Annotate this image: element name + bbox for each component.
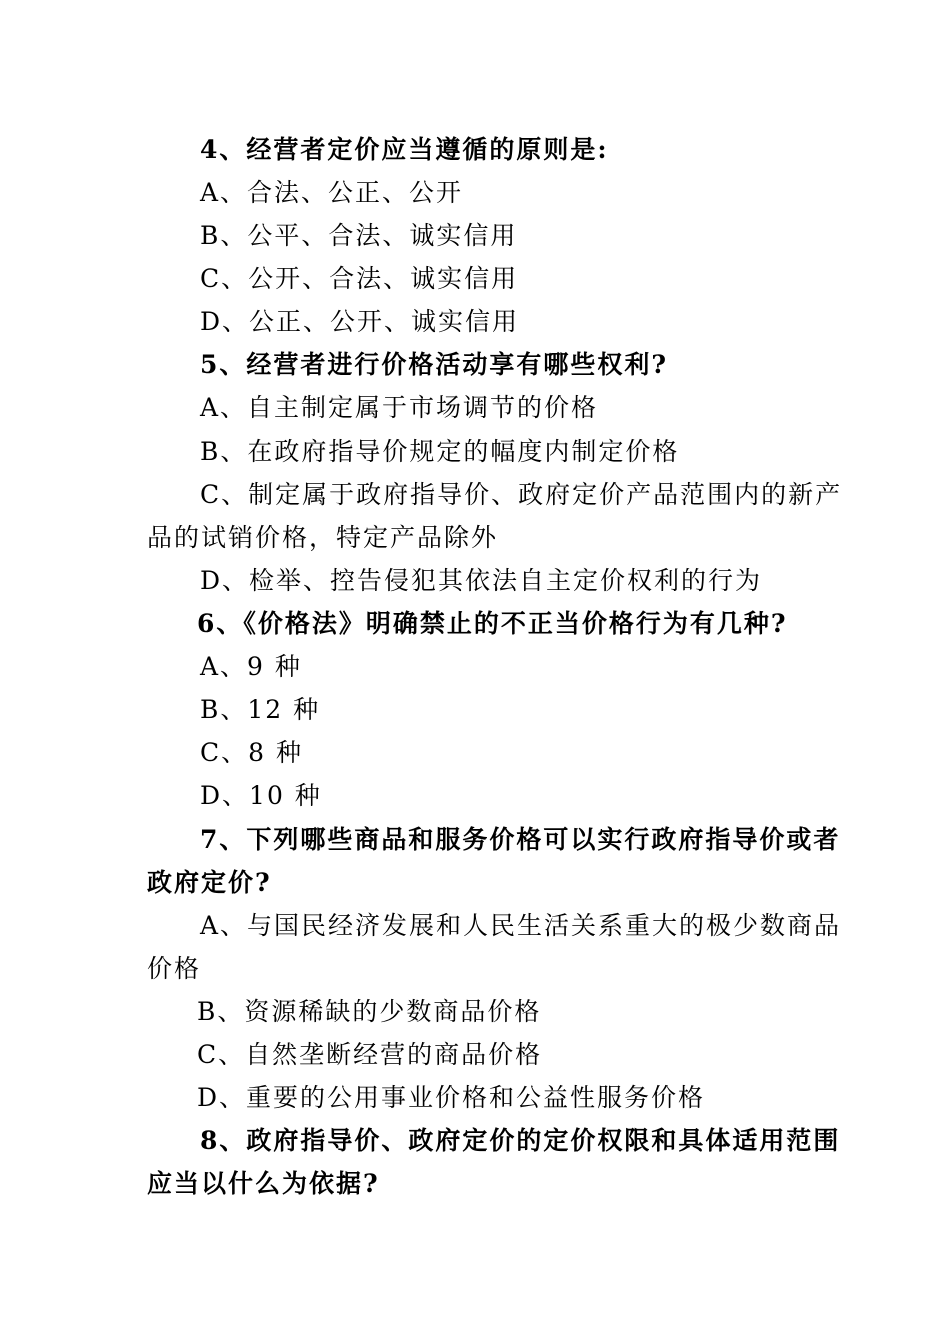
- question-8-title-line-2: 应当以什么为依据?: [147, 1169, 380, 1198]
- question-4-option-a: A、合法、公正、公开: [200, 178, 464, 207]
- question-7-option-a-line-1: A、与国民经济发展和人民生活关系重大的极少数商品: [200, 911, 842, 940]
- question-7-option-d: D、重要的公用事业价格和公益性服务价格: [197, 1083, 706, 1112]
- question-5-option-d: D、检举、控告侵犯其依法自主定价权利的行为: [200, 566, 763, 595]
- question-7-title-line-1: 7、下列哪些商品和服务价格可以实行政府指导价或者: [200, 825, 841, 854]
- question-6-title: 6、《价格法》明确禁止的不正当价格行为有几种?: [197, 609, 788, 638]
- question-4-option-d: D、公正、公开、诚实信用: [200, 307, 520, 336]
- question-7-option-a-line-2: 价格: [147, 954, 202, 983]
- question-7-title-line-2: 政府定价?: [147, 868, 272, 897]
- question-6-option-d: D、10 种: [200, 781, 322, 810]
- question-8-title-line-1: 8、政府指导价、政府定价的定价权限和具体适用范围: [200, 1126, 841, 1155]
- question-5-title: 5、经营者进行价格活动享有哪些权利?: [200, 350, 669, 379]
- question-7-option-c: C、自然垄断经营的商品价格: [197, 1040, 543, 1069]
- question-7-option-b: B、资源稀缺的少数商品价格: [197, 997, 542, 1026]
- question-4-option-c: C、公开、合法、诚实信用: [200, 264, 519, 293]
- question-5-option-c-line-2: 品的试销价格，特定产品除外: [147, 523, 499, 552]
- question-4-option-b: B、公平、合法、诚实信用: [200, 221, 518, 250]
- question-6-option-c: C、8 种: [200, 738, 303, 767]
- question-6-option-a: A、9 种: [200, 652, 302, 681]
- question-6-option-b: B、12 种: [200, 695, 321, 724]
- question-4-title: 4、经营者定价应当遵循的原则是:: [200, 135, 609, 164]
- question-5-option-b: B、在政府指导价规定的幅度内制定价格: [200, 437, 680, 466]
- question-5-option-c-line-1: C、制定属于政府指导价、政府定价产品范围内的新产: [200, 480, 843, 509]
- question-5-option-a: A、自主制定属于市场调节的价格: [200, 393, 599, 422]
